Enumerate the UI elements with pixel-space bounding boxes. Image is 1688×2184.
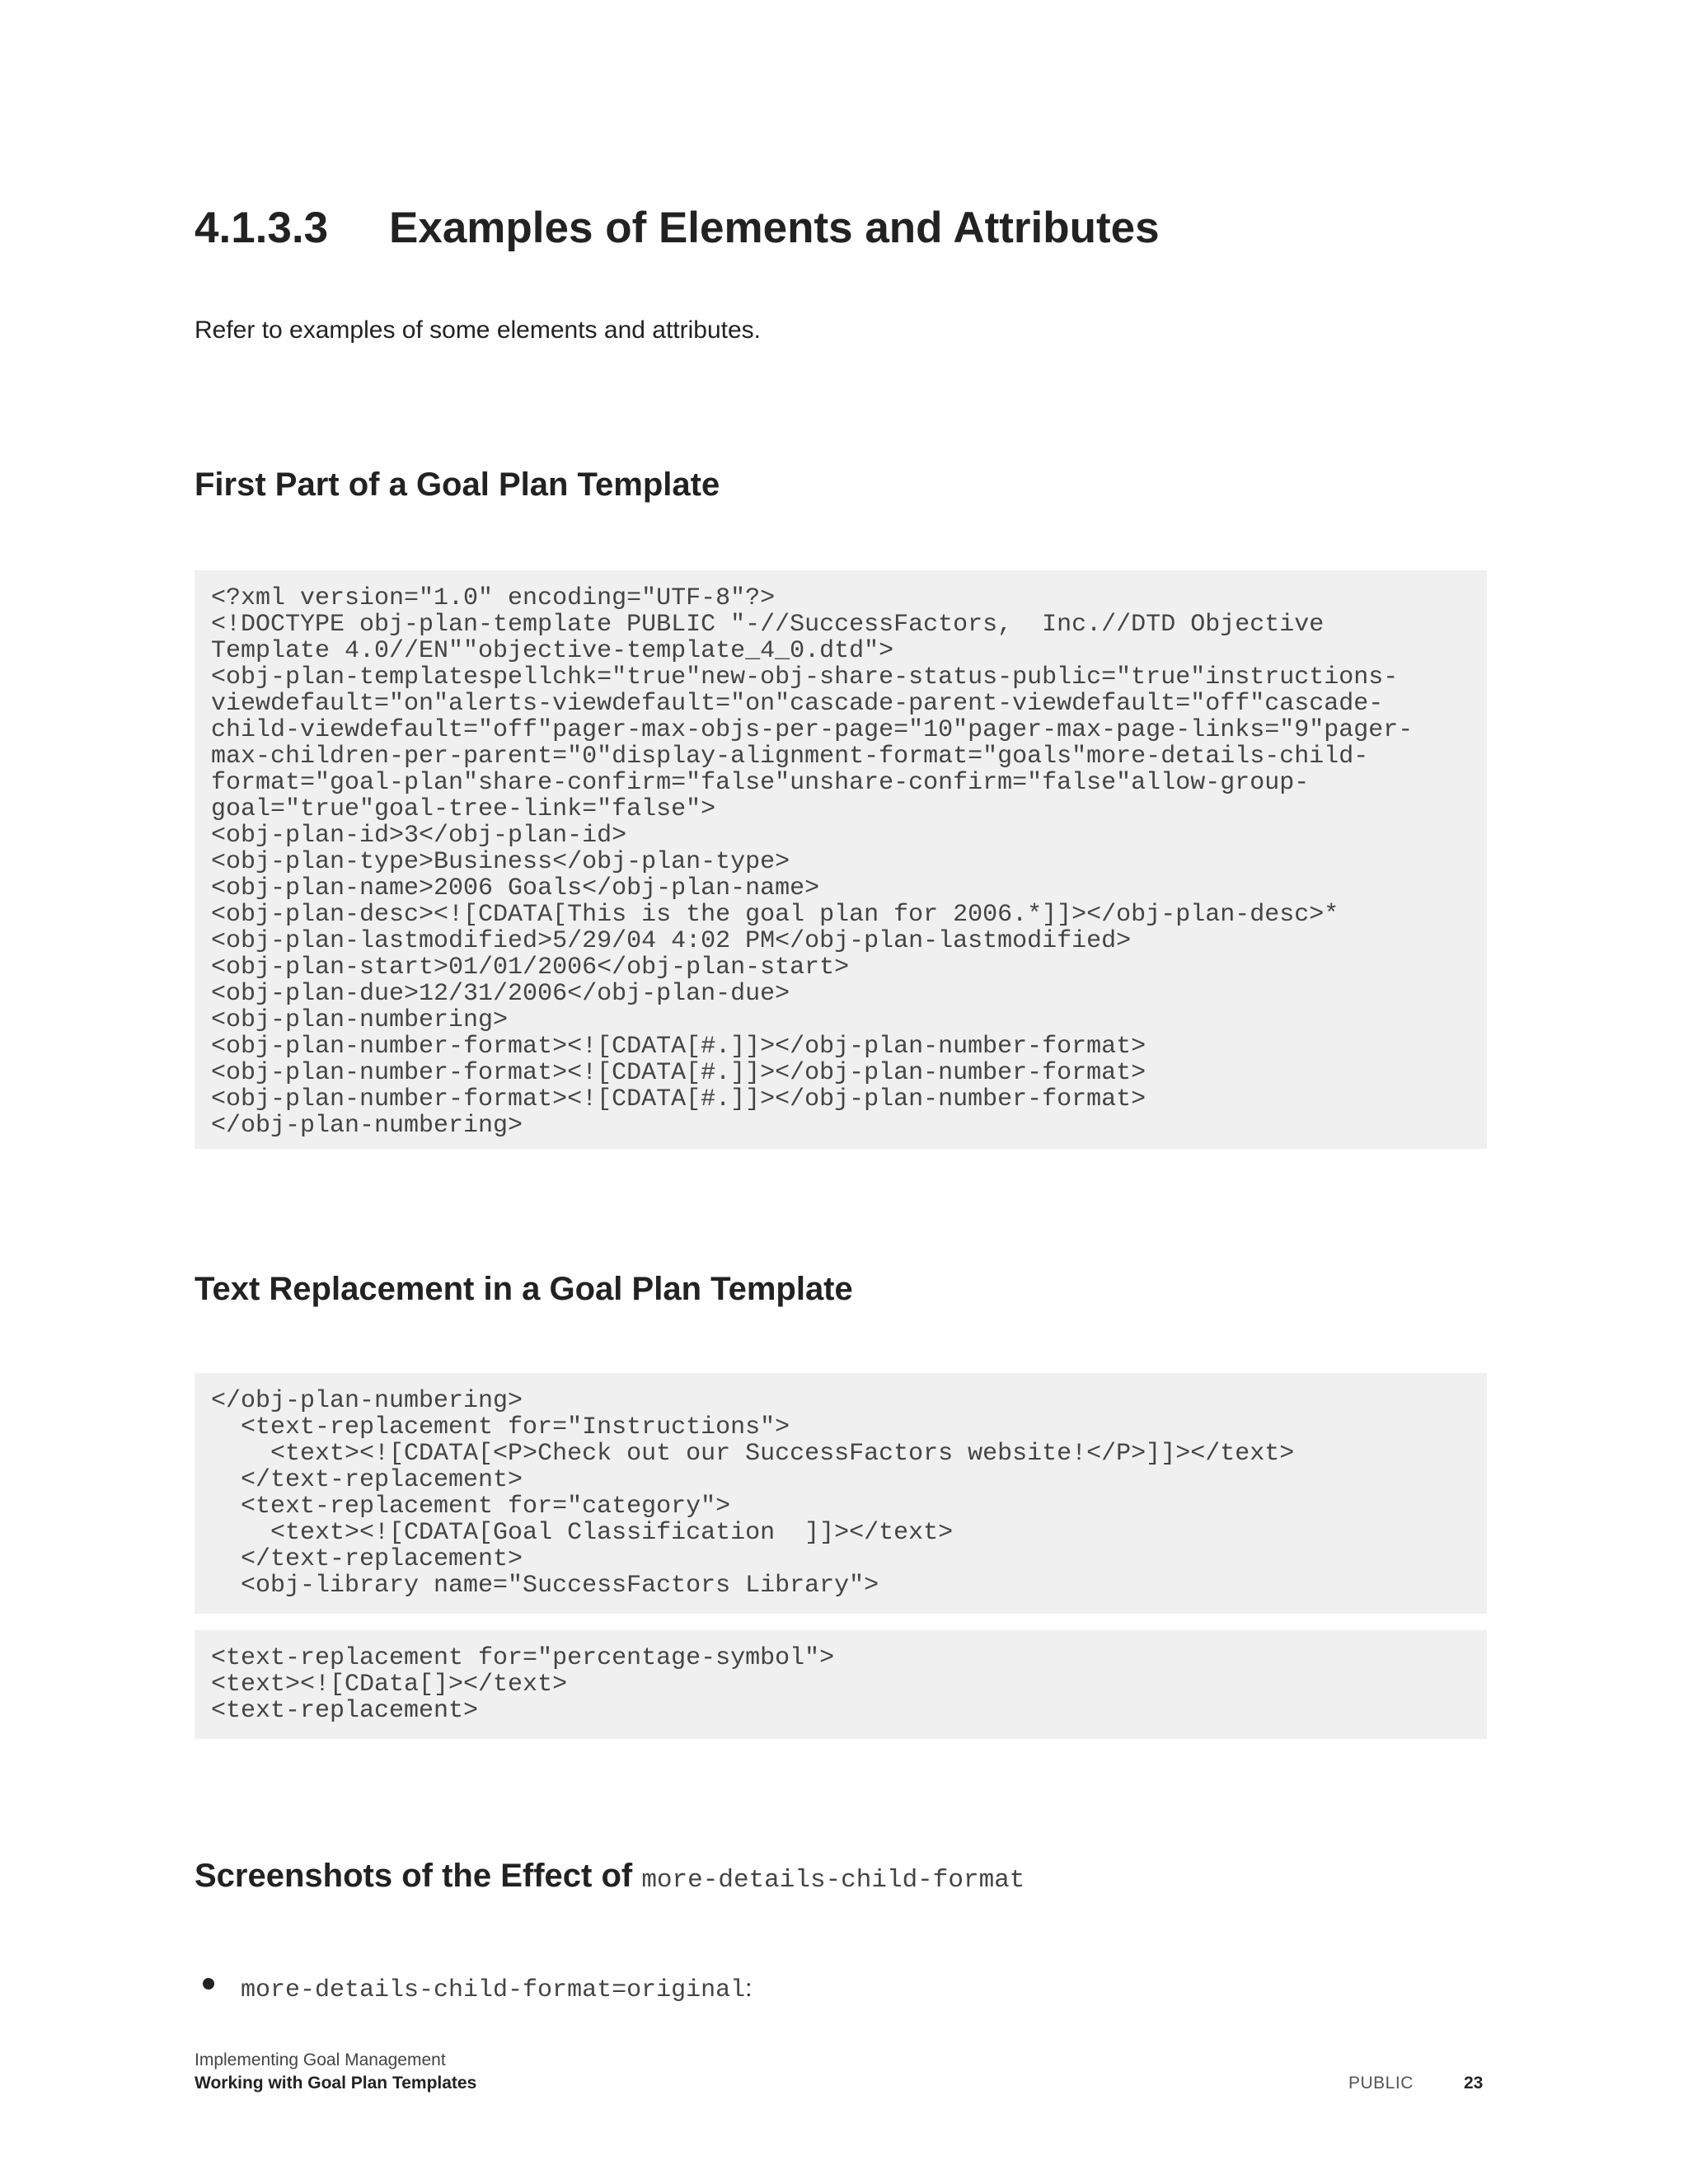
footer-doc-title: Implementing Goal Management <box>195 2050 446 2069</box>
screenshots-heading-text: Screenshots of the Effect of <box>195 1858 633 1894</box>
bullet-item-suffix: : <box>745 1975 753 2002</box>
footer-chapter: Working with Goal Plan Templates <box>195 2074 477 2093</box>
bullet-dot <box>203 1978 214 1990</box>
section-title: Examples of Elements and Attributes <box>389 204 1160 252</box>
section-intro: Refer to examples of some elements and attributes. <box>195 316 762 344</box>
text-replacement-code-block-2 <box>195 1630 1487 1739</box>
footer-classification: PUBLIC <box>1348 2074 1414 2093</box>
text-replacement-code-2: <text-replacement for="percentage-symbol"> <text><![CData[]></text> <text-replacement> <box>211 1644 835 1725</box>
first-part-heading: First Part of a Goal Plan Template <box>195 466 720 503</box>
footer-page-number: 23 <box>1464 2074 1484 2093</box>
screenshots-heading-code: more-details-child-format <box>641 1866 1025 1895</box>
bullet-item-code: more-details-child-format=original <box>241 1976 746 2004</box>
bullet-item <box>241 1975 752 2004</box>
text-replacement-code-1: </obj-plan-numbering> <text-replacement for="Instructions"> <text><![CDATA[<P>Check out our SuccessFactors website!</P>]]></text> </text-replacement> <text-replacement for="category"> <text><![CDATA[Goal Classification ]]></text> </text-replacement> <obj-library name="SuccessFactors Library"> <box>211 1387 1295 1600</box>
screenshots-heading <box>195 1858 1025 1895</box>
first-part-code-block <box>195 570 1487 1149</box>
first-part-code: <?xml version="1.0" encoding="UTF-8"?> <!DOCTYPE obj-plan-template PUBLIC "-//SuccessFactors, Inc.//DTD Objective Template 4.0//EN""objective-template_4_0.dtd"> <obj-plan-templatespellchk="true"new-obj-share-status-public="true"instructions- viewdefault="on"alerts-viewdefault="on"cascade-parent-viewdefault="off"cascade- child-viewdefault="off"pager-max-objs-per-page="10"pager-max-page-links="9"pager- max-children-per-parent="0"display-alignment-format="goals"more-details-child- format="goal-plan"share-confirm="false"unshare-confirm="false"allow-group- goal="true"goal-tree-link="false"> <obj-plan-id>3</obj-plan-id> <obj-plan-type>Business</obj-plan-type> <obj-plan-name>2006 Goals</obj-plan-name> <obj-plan-desc><![CDATA[This is the goal plan for 2006.*]]></obj-plan-desc>* <obj-plan-lastmodified>5/29/04 4:02 PM</obj-plan-lastmodified> <obj-plan-start>01/01/2006</obj-plan-start> <obj-plan-due>12/31/2006</obj-plan-due> <obj-plan-numbering> <obj-plan-number-format><![CDATA[#.]]></obj-plan-number-format> <obj-plan-number-format><![CDATA[#.]]></obj-plan-number-format> <obj-plan-number-format><![CDATA[#.]]></obj-plan-number-format> </obj-plan-numbering> <box>211 584 1414 1140</box>
text-replacement-heading: Text Replacement in a Goal Plan Template <box>195 1271 853 1307</box>
text-replacement-code-block-1 <box>195 1373 1487 1614</box>
section-number: 4.1.3.3 <box>195 204 329 252</box>
